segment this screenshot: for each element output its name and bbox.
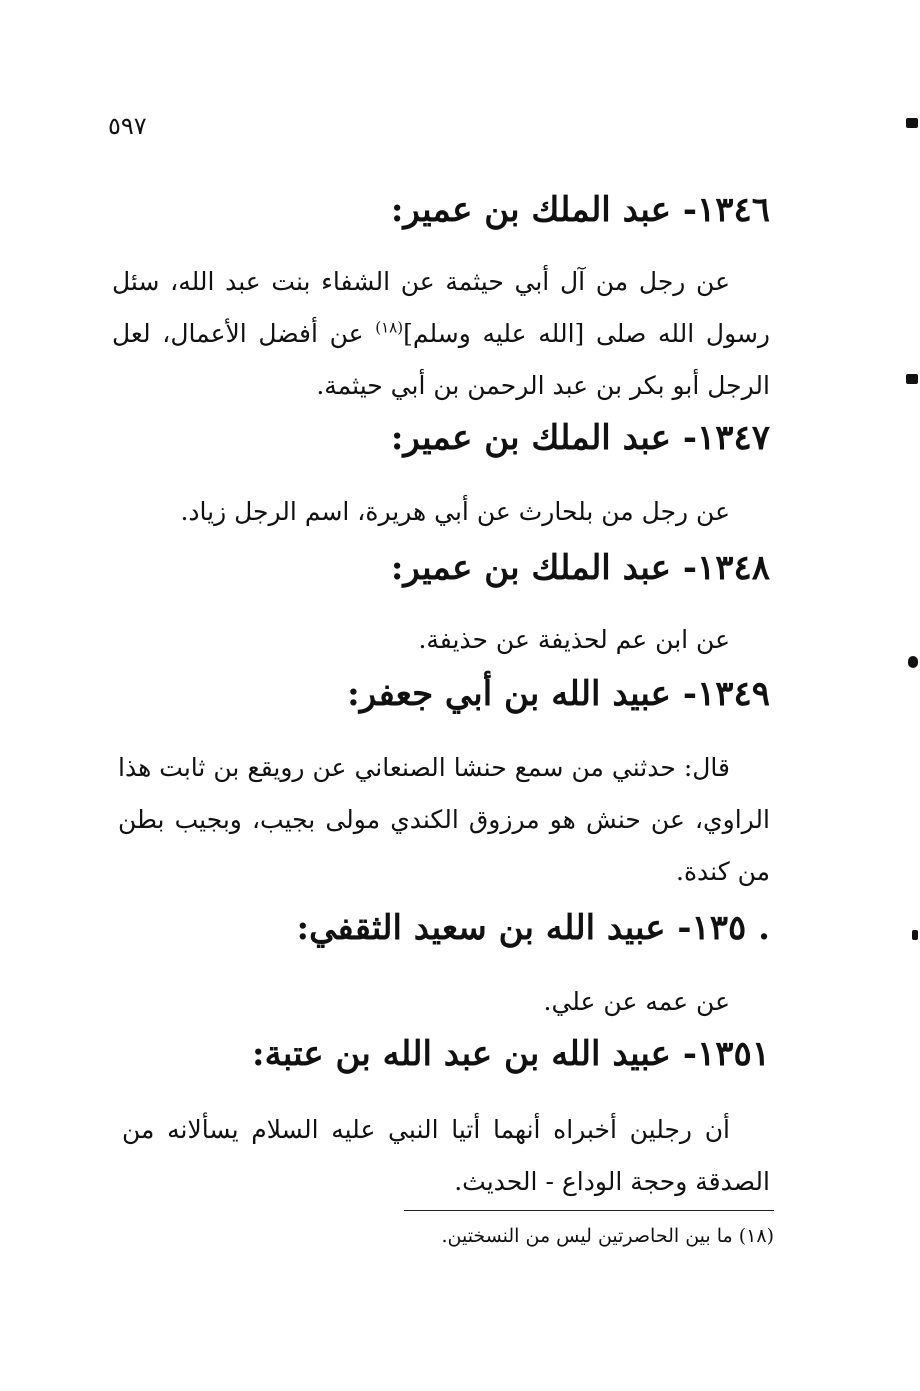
- entry-name: عبيد الله بن عبد الله بن عتبة:: [252, 1034, 671, 1074]
- entry-name: عبد الملك بن عمير:: [390, 190, 671, 230]
- entry-heading-1351: [252, 1036, 770, 1073]
- entry-text: عن رجل من آل أبي حيثمة عن الشفاء بنت عبد الله، سئل رسول الله صلى [الله عليه وسلم]: [112, 267, 771, 348]
- footnote: (١٨) ما بين الحاصرتين ليس من النسختين.: [441, 1225, 774, 1247]
- entry-number: ١٣٤٩-: [682, 674, 770, 714]
- scan-edge-mark: [912, 930, 918, 940]
- entry-heading-1350: [297, 910, 770, 947]
- entry-heading-1349: [347, 676, 770, 713]
- entry-body-1349: قال: حدثني من سمع حنشا الصنعاني عن رويقع بن ثابت هذا الراوي، عن حنش هو مرزوق الكندي مولى بجيب، وبجيب بطن من كندة.: [118, 753, 770, 886]
- entry-name: عبد الملك بن عمير:: [390, 548, 671, 588]
- entry-number: ١٣٥١-: [682, 1034, 770, 1074]
- entry-body-1350: عن عمه عن علي.: [543, 987, 730, 1016]
- entry-heading-1347: [391, 420, 770, 457]
- entry-name: عبد الملك بن عمير:: [390, 418, 671, 458]
- entry-number: ١٣٤٨-: [682, 548, 770, 588]
- scan-edge-mark: [908, 656, 918, 668]
- page-number: ٥٩٧: [108, 112, 147, 140]
- entry-body-1347: عن رجل من بلحارث عن أبي هريرة، اسم الرجل زياد.: [180, 497, 730, 526]
- scan-edge-mark: [906, 118, 918, 128]
- entry-number: . ١٣٥-: [677, 908, 770, 948]
- entry-text-continued: عن أفضل الأعمال، لعل الرجل أبو بكر بن عبد الرحمن بن أبي حيثمة.: [112, 319, 770, 400]
- entry-name: عبيد الله بن أبي جعفر:: [347, 674, 671, 714]
- entry-body-1346: [112, 256, 770, 412]
- footnote-divider: [404, 1210, 774, 1211]
- scan-edge-mark: [906, 374, 918, 384]
- entry-number: ١٣٤٦-: [682, 190, 770, 230]
- entry-heading-1346: [391, 192, 770, 229]
- entry-name: عبيد الله بن سعيد الثقفي:: [296, 908, 666, 948]
- entry-body-1348: عن ابن عم لحذيفة عن حذيفة.: [418, 625, 730, 654]
- entry-heading-1348: [391, 550, 770, 587]
- entry-number: ١٣٤٧-: [682, 418, 770, 458]
- entry-body-1351: أن رجلين أخبراه أنهما أتيا النبي عليه السلام يسألانه من الصدقة وحجة الوداع - الحديث.: [122, 1115, 770, 1196]
- footnote-reference: (١٨): [375, 318, 404, 337]
